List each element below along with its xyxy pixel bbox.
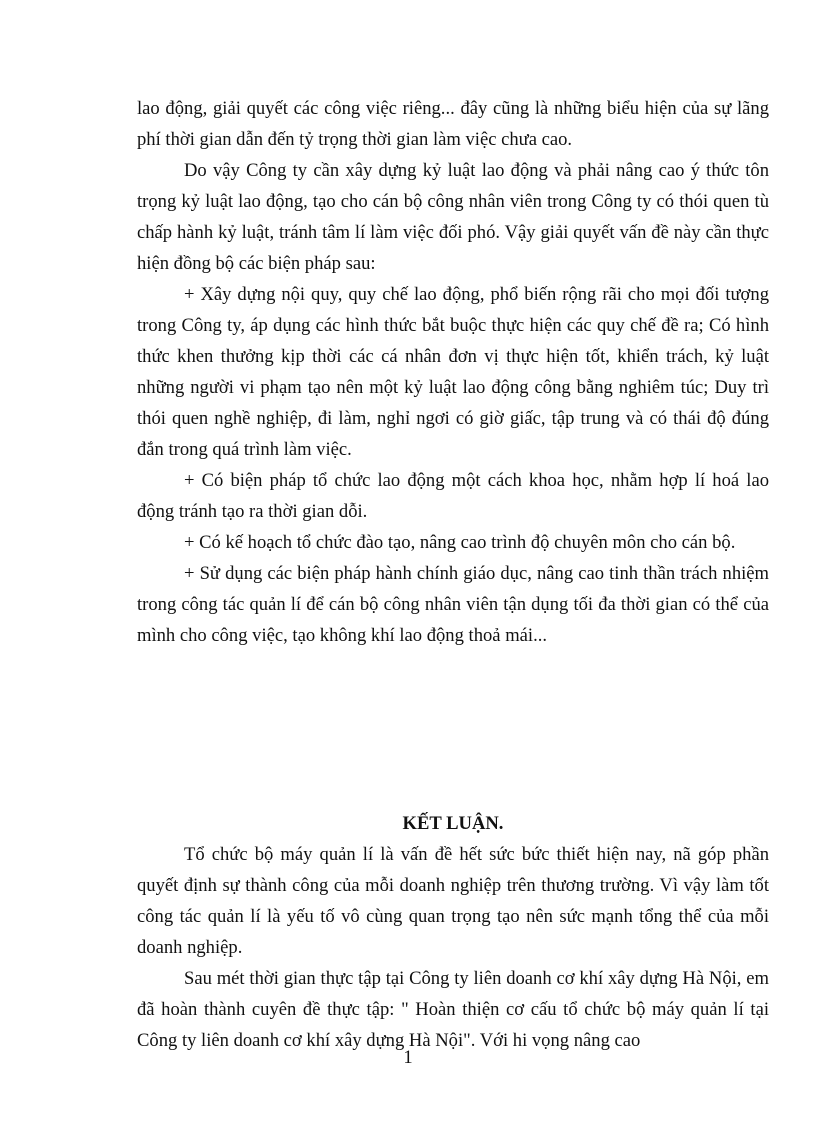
paragraph-measure-administrative: + Sử dụng các biện pháp hành chính giáo dục, nâng cao tinh thần trách nhiệm trong công tác quản lí để cán bộ công nhân viên tận dụng tối đa thời gian có thể của mình cho công việc, tạo không khí lao động thoả mái... (137, 563, 769, 646)
conclusion-section (137, 808, 769, 1056)
paragraph-measure-training: + Có kế hoạch tổ chức đào tạo, nâng cao trình độ chuyên môn cho cán bộ. (184, 532, 736, 553)
conclusion-heading: KẾT LUẬN. (402, 813, 504, 834)
conclusion-paragraph-management: Tổ chức bộ máy quản lí là vấn đề hết sức bức thiết hiện nay, nã góp phần quyết định sự thành công của mỗi doanh nghiệp trên thương trường. Vì vậy làm tốt công tác quản lí là yếu tố vô cùng quan trọng tạo nên sức mạnh tổng thể của mỗi doanh nghiệp. (137, 844, 769, 958)
paragraph-labor-discipline: Do vậy Công ty cần xây dựng kỷ luật lao động và phải nâng cao ý thức tôn trọng kỷ luật lao động, tạo cho cán bộ công nhân viên trong Công ty có thói quen tù chấp hành kỷ luật, tránh tâm lí làm việc đối phó. Vậy giải quyết vấn đề này cần thực hiện đồng bộ các biện pháp sau: (137, 160, 769, 274)
conclusion-paragraph-internship: Sau mét thời gian thực tập tại Công ty liên doanh cơ khí xây dựng Hà Nội, em đã hoàn thành cuyên đề thực tập: " Hoàn thiện cơ cấu tổ chức bộ máy quản lí tại Công ty liên doanh cơ khí xây dựng Hà Nội". Với hi vọng nâng cao (137, 968, 769, 1051)
paragraph-measure-regulations: + Xây dựng nội quy, quy chế lao động, phổ biến rộng rãi cho mọi đối tượng trong Công ty, áp dụng các hình thức bắt buộc thực hiện các quy chế đề ra; Có hình thức khen thưởng kịp thời các cá nhân đơn vị thực hiện tốt, khiển trách, kỷ luật những người vi phạm tạo nên một kỷ luật lao động công bằng nghiêm túc; Duy trì thói quen nghề nghiệp, đi làm, nghỉ ngơi có giờ giấc, tập trung và có thái độ đúng đắn trong quá trình làm việc. (137, 284, 769, 460)
paragraph-continuation: lao động, giải quyết các công việc riêng... đây cũng là những biểu hiện của sự lãng phí thời gian dẫn đến tỷ trọng thời gian làm việc chưa cao. (137, 98, 769, 150)
paragraph-measure-organization: + Có biện pháp tổ chức lao động một cách khoa học, nhằm hợp lí hoá lao động tránh tạo ra thời gian dỗi. (137, 470, 769, 522)
body-text (137, 93, 769, 651)
page-number: 1 (403, 1047, 413, 1068)
